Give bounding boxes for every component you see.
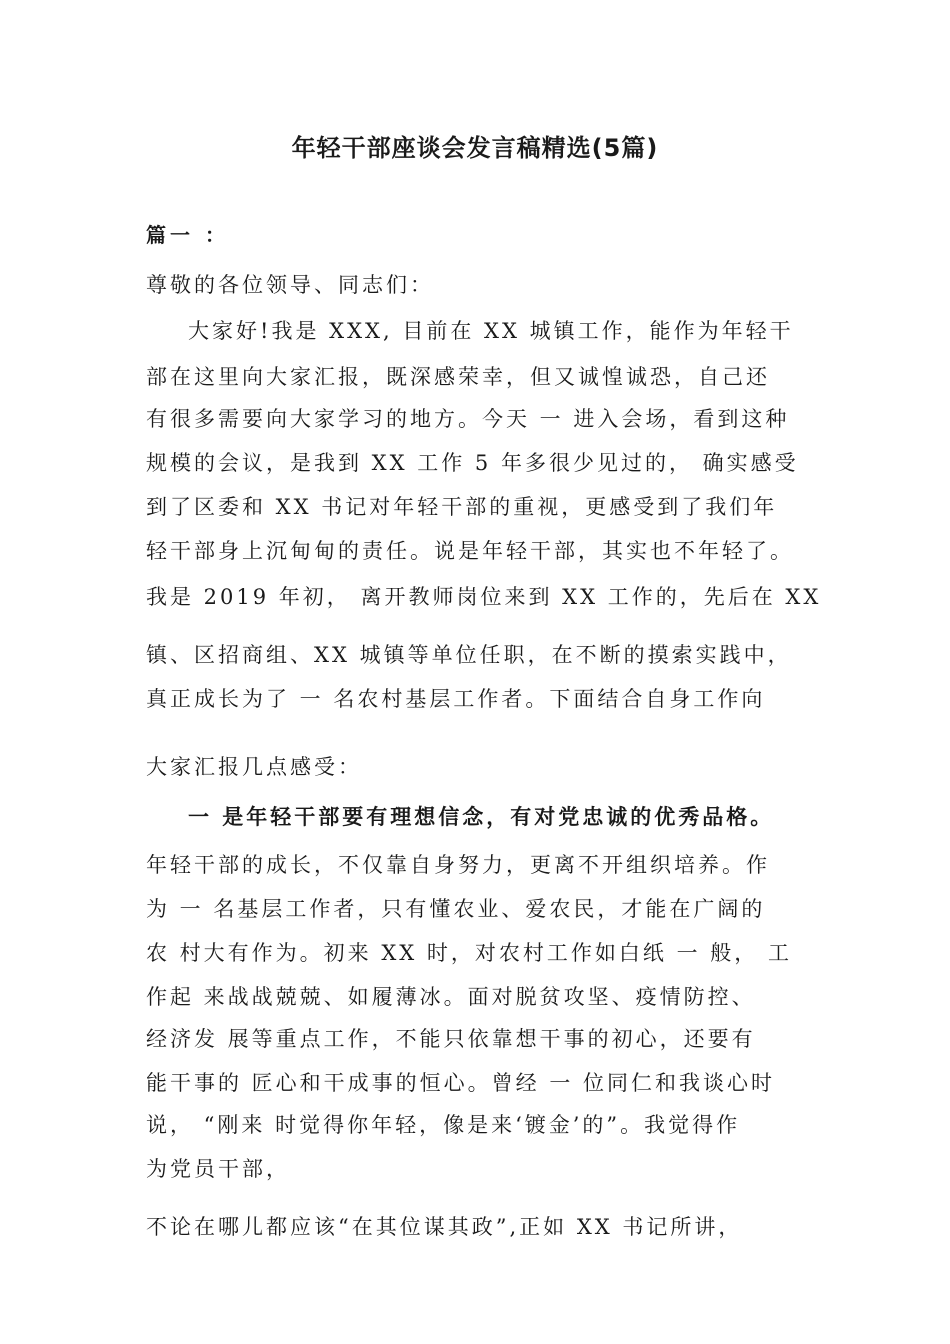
paragraph-line: 说， “刚来 时觉得你年轻，像是来‘镀金’的”。我觉得作 <box>146 1113 741 1137</box>
paragraph-line: 真正成长为了 一 名农村基层工作者。下面结合自身工作向 <box>146 687 766 711</box>
paragraph-line: 有很多需要向大家学习的地方。今天 一 进入会场，看到这种 <box>146 407 790 431</box>
paragraph-line: 年轻干部的成长，不仅靠自身努力，更离不开组织培养。作 <box>146 853 770 877</box>
paragraph-line: 不论在哪儿都应该“在其位谋其政”,正如 XX 书记所讲， <box>146 1215 743 1239</box>
paragraph-line: 规模的会议，是我到 XX 工作 5 年多很少见过的， 确实感受 <box>146 451 799 475</box>
paragraph-line: 部在这里向大家汇报，既深感荣幸，但又诚惶诚恐，自己还 <box>146 365 770 389</box>
paragraph-line: 轻干部身上沉甸甸的责任。说是年轻干部，其实也不年轻了。 <box>146 539 794 563</box>
paragraph-line: 到了区委和 XX 书记对年轻干部的重视，更感受到了我们年 <box>146 495 778 519</box>
salutation: 尊敬的各位领导、同志们： <box>146 273 434 297</box>
paragraph-line: 农 村大有作为。初来 XX 时，对农村工作如白纸 一 般， 工 <box>146 941 792 965</box>
document-title: 年轻干部座谈会发言稿精选(5篇) <box>291 134 659 162</box>
paragraph-line: 大家汇报几点感受： <box>146 755 362 779</box>
paragraph-line: 作起 来战战兢兢、如履薄冰。面对脱贫攻坚、疫情防控、 <box>146 985 756 1009</box>
section-heading: 篇一 ： <box>146 223 229 247</box>
paragraph-line: 经济发 展等重点工作，不能只依靠想干事的初心，还要有 <box>146 1027 756 1051</box>
paragraph-line: 能干事的 匠心和干成事的恒心。曾经 一 位同仁和我谈心时 <box>146 1071 776 1095</box>
key-point-heading: 一 是年轻干部要有理想信念，有对党忠诚的优秀品格。 <box>188 805 775 829</box>
paragraph-line: 我是 2019 年初， 离开教师岗位来到 XX 工作的，先后在 XX <box>146 585 822 609</box>
paragraph-line: 为 一 名基层工作者，只有懂农业、爱农民，才能在广阔的 <box>146 897 766 921</box>
paragraph-line: 为党员干部， <box>146 1157 290 1181</box>
paragraph-line: 大家好!我是 XXX, 目前在 XX 城镇工作，能作为年轻干 <box>188 319 794 343</box>
paragraph-line: 镇、区招商组、XX 城镇等单位任职，在不断的摸索实践中， <box>146 643 792 667</box>
